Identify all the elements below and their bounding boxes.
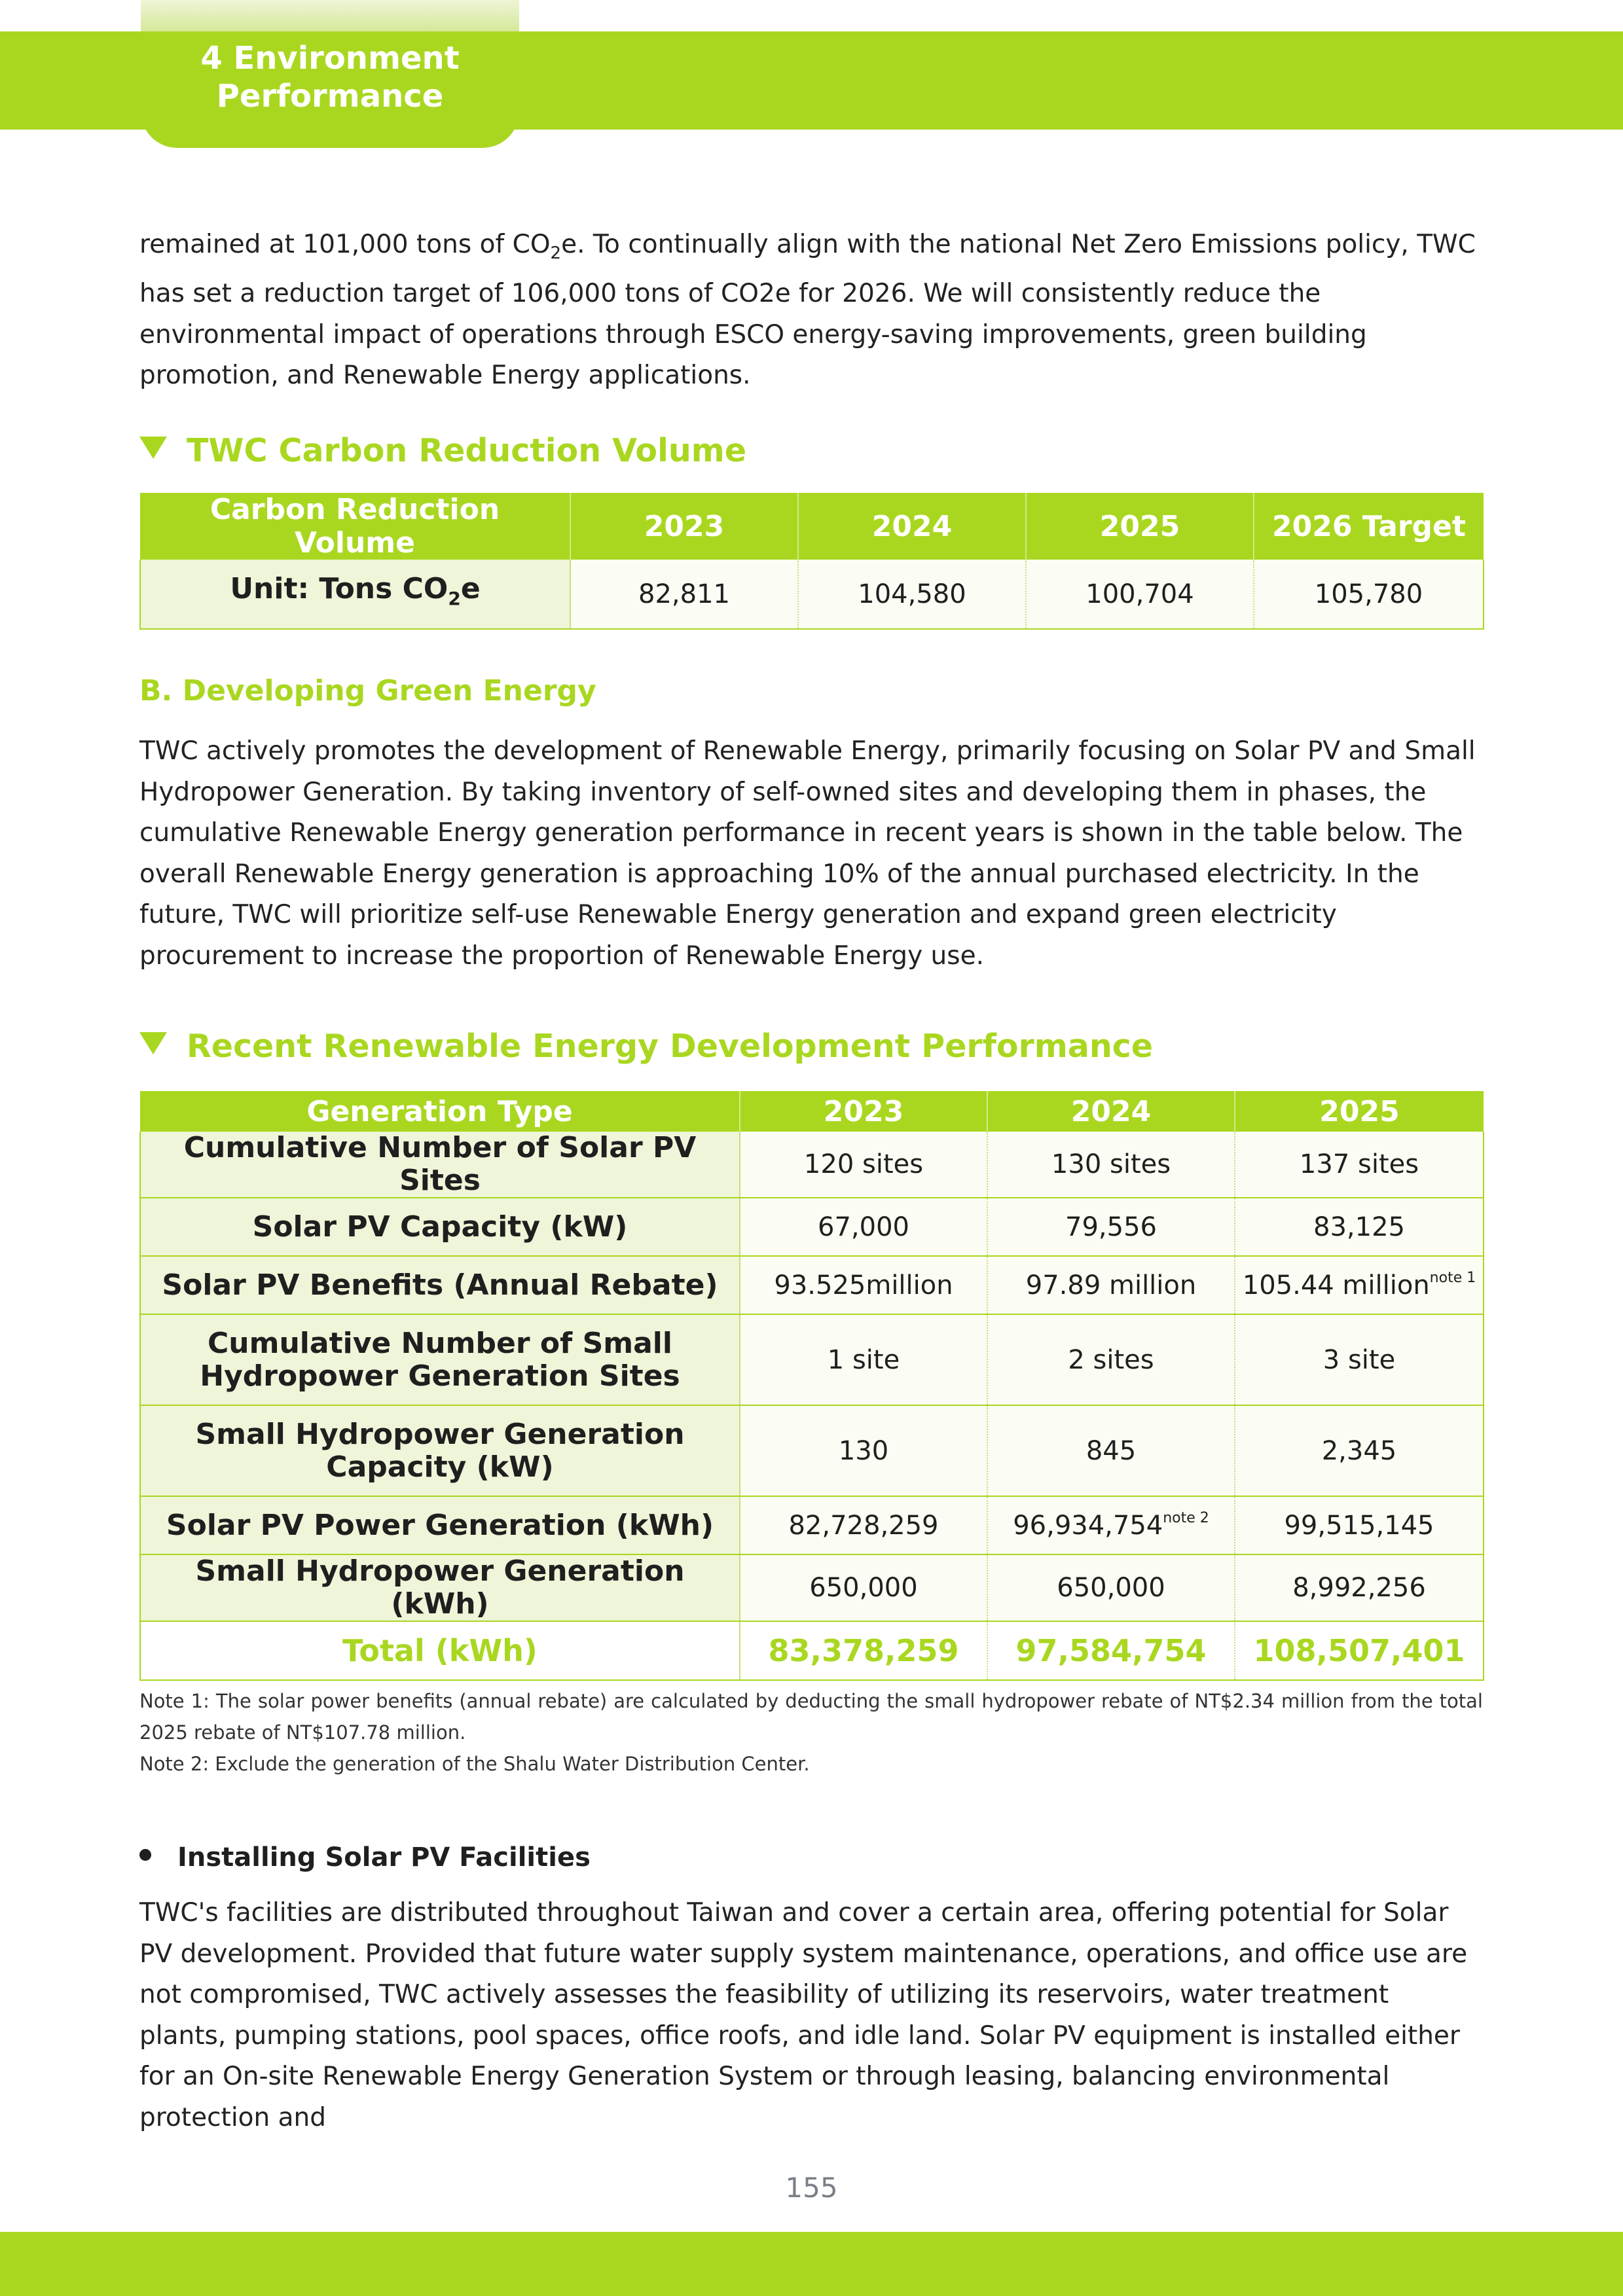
table-cell: 99,515,145 [1235,1496,1484,1554]
column-header: 2025 [1235,1091,1484,1132]
table-cell: 650,000 [987,1554,1235,1621]
row-label: Solar PV Capacity (kW) [140,1198,740,1256]
renewable-performance-heading: Recent Renewable Energy Development Performance [139,1028,1153,1065]
table-cell: 120 sites [740,1132,987,1198]
section-title-line2: Performance [216,78,444,115]
table-cell: 137 sites [1235,1132,1484,1198]
row-label: Unit: Tons $CO_2e$ [140,560,570,629]
table-cell: 1 site [740,1314,987,1405]
column-header: 2025 [1026,493,1254,560]
column-header: 2024 [798,493,1026,560]
table-cell: $96,934,754^{note 2}$ [987,1496,1235,1554]
table-cell: 82,811 [570,560,798,629]
footer-band [0,2232,1623,2296]
table-row [140,560,1484,629]
carbon-reduction-table [139,493,1484,630]
table-header-row [140,1091,1484,1132]
table-cell: 105,780 [1254,560,1484,629]
table-row [140,1198,1484,1256]
table-cell: 105.44 million$^{note 1}$ [1235,1256,1484,1314]
footnote-marker: note 2 [1163,1510,1209,1526]
table-cell: 130 sites [987,1132,1235,1198]
column-header: 2023 [740,1091,987,1132]
total-cell: 97,584,754 [987,1621,1235,1680]
green-energy-subheading: B. Developing Green Energy [139,674,596,708]
table-row [140,1314,1484,1405]
triangle-down-icon [139,1032,167,1054]
table-cell: 82,728,259 [740,1496,987,1554]
triangle-down-icon [139,437,167,459]
note-2: Note 2: Exclude the generation of the Shalu Water Distribution Center. [139,1753,810,1775]
table-cell: 83,125 [1235,1198,1484,1256]
table-row [140,1405,1484,1496]
page-number: 155 [785,2172,838,2204]
table-header-row [140,493,1484,560]
row-label: Cumulative Number of Solar PV Sites [140,1132,740,1198]
column-header: 2024 [987,1091,1235,1132]
table-cell: 100,704 [1026,560,1254,629]
carbon-reduction-heading: TWC Carbon Reduction Volume [139,432,746,469]
note-1: Note 1: The solar power benefits (annual rebate) are calculated by deducting the small hydropower rebate of NT$2.34 million from the total 2025 rebate of NT$107.78 million. [139,1690,1483,1744]
table-cell: 8,992,256 [1235,1554,1484,1621]
table-cell: 3 site [1235,1314,1484,1405]
intro-paragraph: remained at 101,000 tons of $CO_2e$. To continually align with the national Net Zero Emissions policy, TWC has set a reduction target of 106,000 tons of CO2e for 2026. We will consistently reduce the environmental impact of operations through ESCO energy-saving improvements, green building promotion, and Renewable Energy applications. [139,230,1476,391]
total-cell: 83,378,259 [740,1621,987,1680]
bullet-icon [139,1849,151,1861]
row-label: Small Hydropower Generation Capacity (kW) [140,1405,740,1496]
renewable-performance-table [139,1091,1484,1681]
table-cell: 845 [987,1405,1235,1496]
table-cell: 97.89 million [987,1256,1235,1314]
table-cell: 67,000 [740,1198,987,1256]
section-title [141,39,519,115]
total-row [140,1621,1484,1680]
total-cell: 108,507,401 [1235,1621,1484,1680]
solar-facilities-heading: Installing Solar PV Facilities [139,1842,591,1873]
table-cell: 130 [740,1405,987,1496]
column-header: 2023 [570,493,798,560]
column-header: 2026 Target [1254,493,1484,560]
solar-facilities-paragraph: TWC's facilities are distributed throughout Taiwan and cover a certain area, offering potential for Solar PV development. Provided that future water supply system maintenance, operations, and office use are not compromised, TWC actively assesses the feasibility of utilizing its reservoirs, water treatment plants, pumping stations, pool spaces, office roofs, and idle land. Solar PV equipment is installed either for an On-site Renewable Energy Generation System or through leasing, balancing environmental protection and [139,1898,1468,2132]
table-cell: 79,556 [987,1198,1235,1256]
table-cell: 2,345 [1235,1405,1484,1496]
row-label: Solar PV Benefits (Annual Rebate) [140,1256,740,1314]
green-energy-paragraph: TWC actively promotes the development of Renewable Energy, primarily focusing on Solar PV and Small Hydropower Generation. By taking inventory of self-owned sites and developing them in phases, the cumulative Renewable Energy generation performance in recent years is shown in the table below. The overall Renewable Energy generation is approaching 10% of the annual purchased electricity. In the future, TWC will prioritize self-use Renewable Energy generation and expand green electricity procurement to increase the proportion of Renewable Energy use. [139,736,1476,971]
section-title-line1: 4 Environment [200,40,460,77]
row-label: Solar PV Power Generation (kWh) [140,1496,740,1554]
row-label: Cumulative Number of Small Hydropower Generation Sites [140,1314,740,1405]
table-cell: 104,580 [798,560,1026,629]
table-notes [139,1685,1483,1780]
total-label: Total (kWh) [140,1621,740,1680]
table-cell: 650,000 [740,1554,987,1621]
column-header: Generation Type [140,1091,740,1132]
table-row [140,1496,1484,1554]
table-row [140,1256,1484,1314]
table-cell: 93.525million [740,1256,987,1314]
table-row [140,1132,1484,1198]
column-header: Carbon Reduction Volume [140,493,570,560]
table-row [140,1554,1484,1621]
row-label: Small Hydropower Generation (kWh) [140,1554,740,1621]
footnote-marker: note 1 [1429,1270,1476,1286]
table-cell: 2 sites [987,1314,1235,1405]
